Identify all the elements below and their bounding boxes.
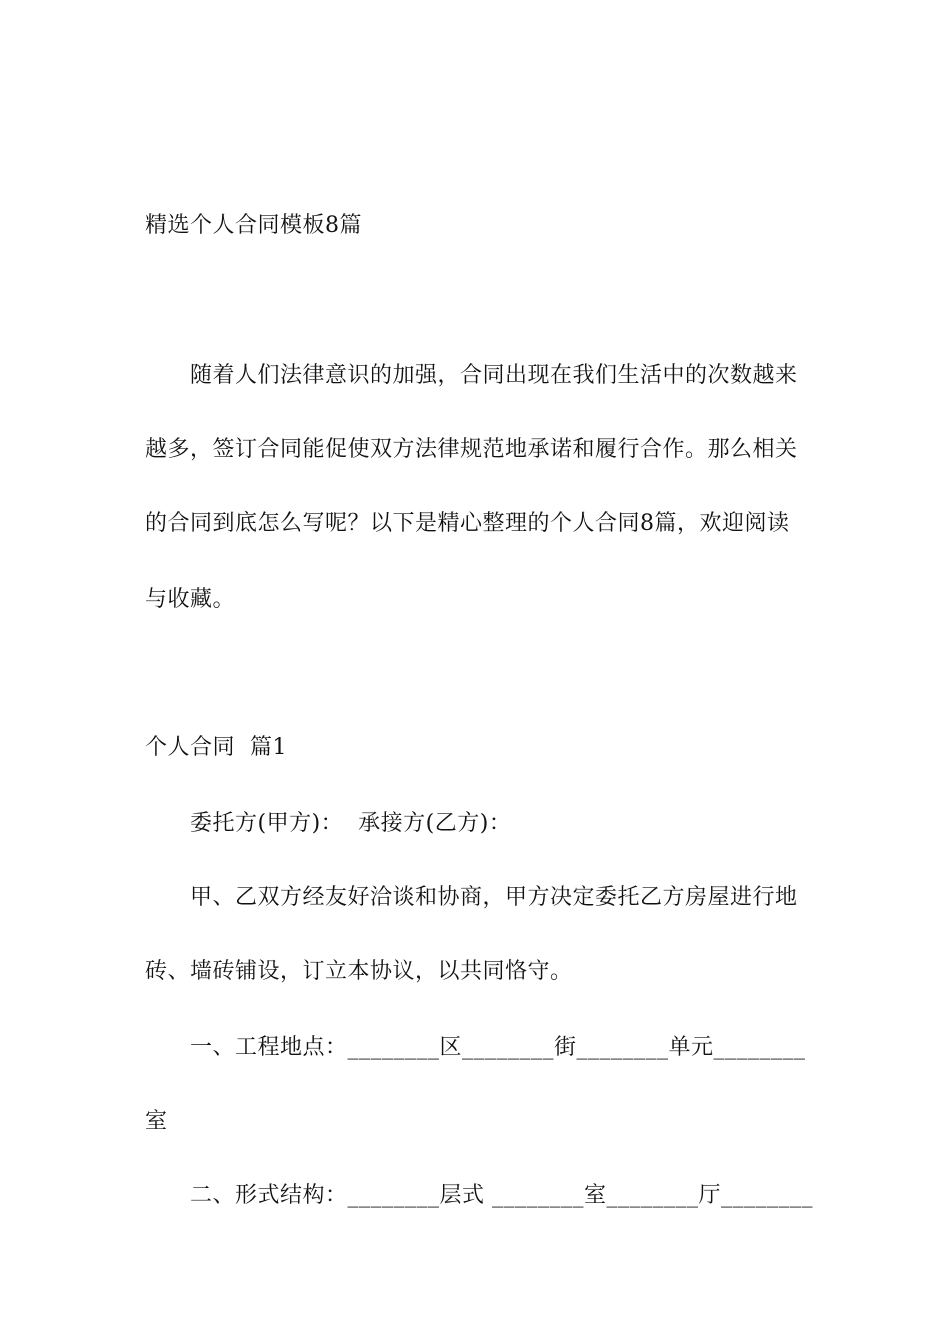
document-title: 精选个人合同模板8篇 (145, 213, 362, 238)
section-heading: 个人合同 篇1 (145, 735, 287, 760)
clause-project-location-continued: 室 (145, 1109, 168, 1134)
intro-paragraph-line: 的合同到底怎么写呢？以下是精心整理的个人合同8篇，欢迎阅读 (145, 511, 790, 536)
parties-line: 委托方(甲方)： 承接方(乙方)： (190, 811, 512, 836)
intro-paragraph-line: 越多，签订合同能促使双方法律规范地承诺和履行合作。那么相关 (145, 437, 798, 462)
clause-structure-form: 二、形式结构：________层式 ________室________厅________ (190, 1183, 813, 1208)
intro-paragraph-line: 与收藏。 (145, 587, 236, 612)
agreement-paragraph-line: 甲、乙双方经友好洽谈和协商，甲方决定委托乙方房屋进行地 (190, 885, 798, 910)
clause-project-location: 一、工程地点：________区________街________单元________ (190, 1035, 806, 1060)
intro-paragraph-line: 随着人们法律意识的加强，合同出现在我们生活中的次数越来 (190, 363, 798, 388)
agreement-paragraph-line: 砖、墙砖铺设，订立本协议，以共同恪守。 (145, 959, 573, 984)
